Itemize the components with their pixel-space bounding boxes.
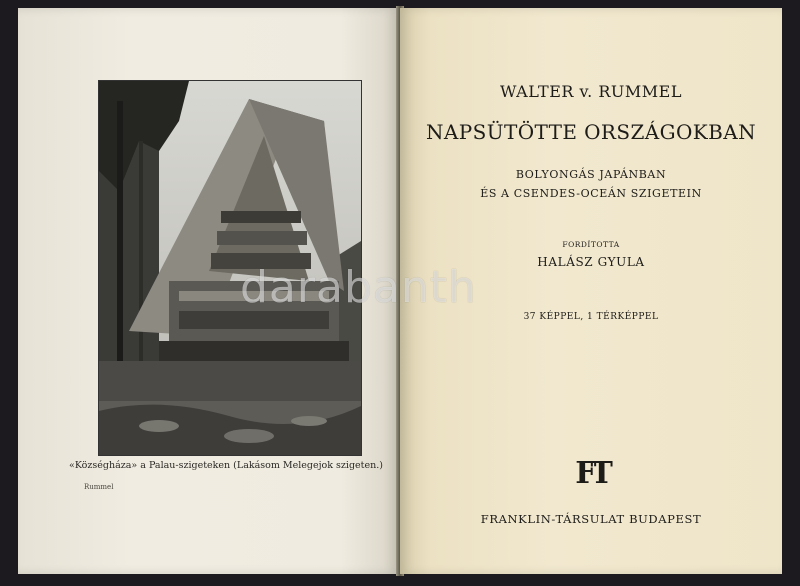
subtitle-line-2: ÉS A CSENDES-OCEÁN SZIGETEIN: [480, 187, 702, 200]
subtitle-line-1: BOLYONGÁS JAPÁNBAN: [515, 168, 667, 181]
publisher-monogram-logo: FT: [575, 456, 607, 491]
photo-credit: Rummel: [84, 483, 114, 491]
left-page: [18, 8, 398, 574]
book-title: NAPSÜTÖTTE ORSZÁGOKBAN: [426, 120, 756, 144]
translator-name: HALÁSZ GYULA: [537, 255, 645, 269]
publisher-name: FRANKLIN-TÁRSULAT BUDAPEST: [480, 512, 702, 526]
title-page: [400, 8, 782, 574]
book-spread: [8, 6, 792, 580]
watermark: darabanth: [240, 262, 477, 313]
frontispiece-photo: [98, 80, 362, 456]
photo-caption: «Községháza» a Palau-szigeteken (Lakásom Melegejok szigeten.): [69, 460, 383, 471]
translated-by-label: FORDÍTOTTA: [562, 240, 620, 249]
author-name: WALTER v. RUMMEL: [500, 82, 682, 101]
illustrations-note: 37 KÉPPEL, 1 TÉRKÉPPEL: [523, 312, 659, 322]
